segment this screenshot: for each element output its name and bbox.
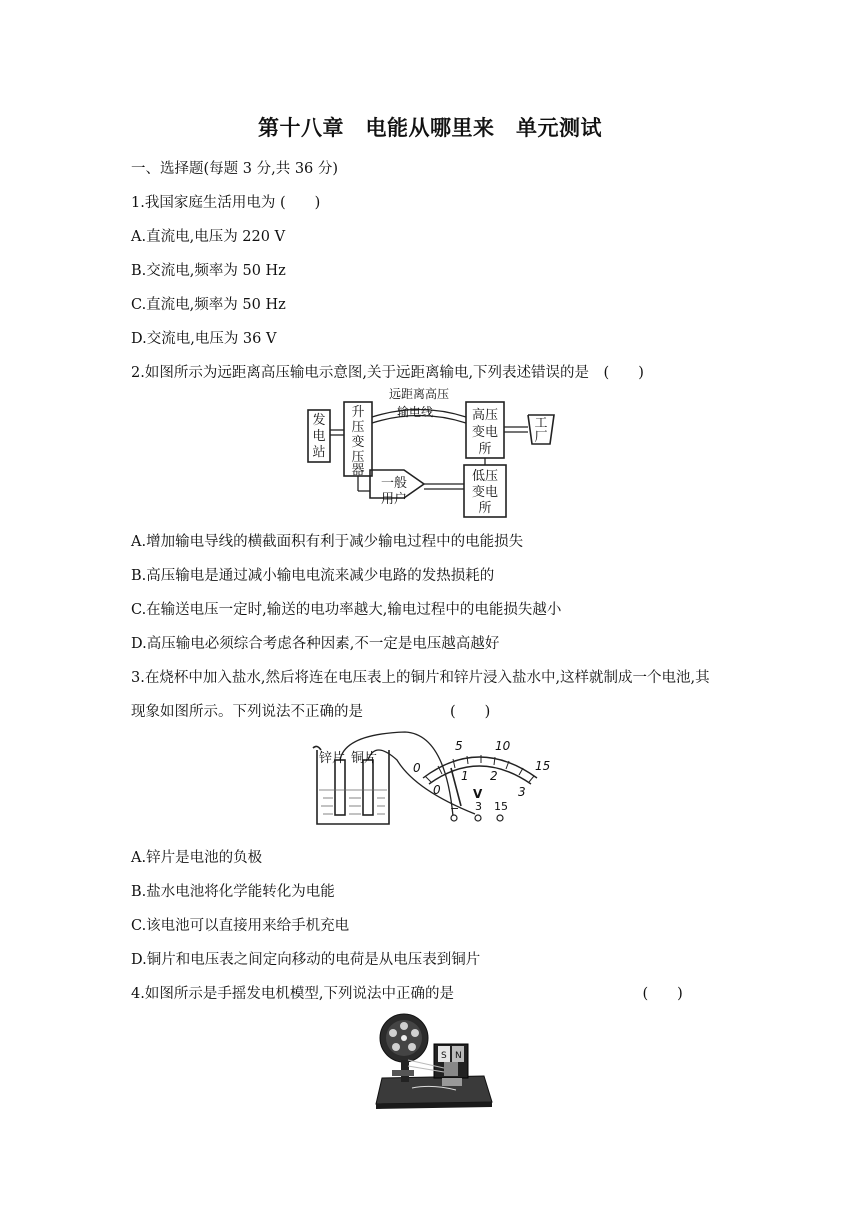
q3-stem-line-1: 3.在烧杯中加入盐水,然后将连在电压表上的铜片和锌片浸入盐水中,这样就制成一个电池,其 [131, 670, 710, 686]
hv-sub-line-2: 变电 [471, 425, 499, 440]
q2-option-b: B.高压输电是通过减小输电电流来减少电路的发热损耗的 [131, 568, 495, 584]
terminal-negative: − [450, 802, 460, 815]
q2-stem: 2.如图所示为远距离高压输电示意图,关于远距离输电,下列表述错误的是 ( ) [131, 365, 644, 381]
voltmeter-unit: V [473, 787, 483, 801]
top-scale-15: 15 [535, 759, 551, 773]
top-scale-10: 10 [495, 739, 511, 753]
copper-label: 铜片 [351, 751, 378, 766]
top-scale-5: 5 [455, 739, 463, 753]
q3-option-c: C.该电池可以直接用来给手机充电 [131, 918, 350, 934]
q3-battery-voltmeter [305, 730, 555, 832]
q1-option-a: A.直流电,电压为 220 V [131, 229, 286, 245]
user-line-2: 用户 [380, 492, 408, 507]
line-label-2: 输电线 [396, 405, 434, 419]
page-title: 第十八章 电能从哪里来 单元测试 [258, 116, 602, 140]
q3-option-a: A.锌片是电池的负极 [131, 850, 263, 866]
bottom-scale-0: 0 [433, 783, 441, 797]
stepup-char-4: 压 [351, 450, 365, 465]
zinc-label: 锌片 [319, 751, 346, 766]
lv-sub-line-1: 低压 [471, 469, 499, 484]
magnet-s-label: S [441, 1051, 447, 1061]
q4-generator-model [372, 1010, 496, 1110]
bottom-scale-1: 1 [461, 769, 469, 783]
hv-sub-line-3: 所 [478, 442, 492, 457]
bottom-scale-2: 2 [490, 769, 498, 783]
top-scale-0: 0 [413, 761, 421, 775]
station-char-1: 发 [312, 413, 326, 428]
stepup-char-3: 变 [351, 435, 365, 450]
q2-option-d: D.高压输电必须综合考虑各种因素,不一定是电压越高越好 [131, 636, 500, 652]
stepup-char-1: 升 [351, 405, 365, 420]
hv-sub-line-1: 高压 [471, 408, 499, 423]
station-char-3: 站 [312, 445, 326, 460]
q1-option-c: C.直流电,频率为 50 Hz [131, 297, 286, 313]
stepup-char-2: 压 [351, 420, 365, 435]
line-label-1: 远距离高压 [388, 387, 450, 401]
bottom-scale-3: 3 [518, 785, 526, 799]
q1-stem: 1.我国家庭生活用电为 ( ) [131, 195, 321, 211]
station-char-2: 电 [312, 429, 326, 444]
q2-option-c: C.在输送电压一定时,输送的电功率越大,输电过程中的电能损失越小 [131, 602, 562, 618]
stepup-char-5: 器 [351, 463, 365, 478]
terminal-3: 3 [475, 800, 482, 813]
section-heading: 一、选择题(每题 3 分,共 36 分) [131, 161, 339, 177]
terminal-15: 15 [494, 800, 508, 813]
q1-option-b: B.交流电,频率为 50 Hz [131, 263, 286, 279]
q4-stem: 4.如图所示是手摇发电机模型,下列说法中正确的是 ( ) [131, 986, 683, 1002]
q3-stem-line-2: 现象如图所示。下列说法不正确的是 ( ) [131, 704, 491, 720]
factory-char-1: 工 [534, 416, 548, 431]
lv-sub-line-2: 变电 [471, 485, 499, 500]
q1-option-d: D.交流电,电压为 36 V [131, 331, 277, 347]
lv-sub-line-3: 所 [478, 501, 492, 516]
magnet-n-label: N [455, 1051, 462, 1061]
q3-option-b: B.盐水电池将化学能转化为电能 [131, 884, 335, 900]
user-line-1: 一般 [380, 476, 408, 491]
q2-transmission-diagram [300, 386, 560, 520]
factory-char-2: 厂 [534, 430, 548, 445]
q2-option-a: A.增加输电导线的横截面积有利于减少输电过程中的电能损失 [131, 534, 524, 550]
q3-option-d: D.铜片和电压表之间定向移动的电荷是从电压表到铜片 [131, 952, 481, 968]
